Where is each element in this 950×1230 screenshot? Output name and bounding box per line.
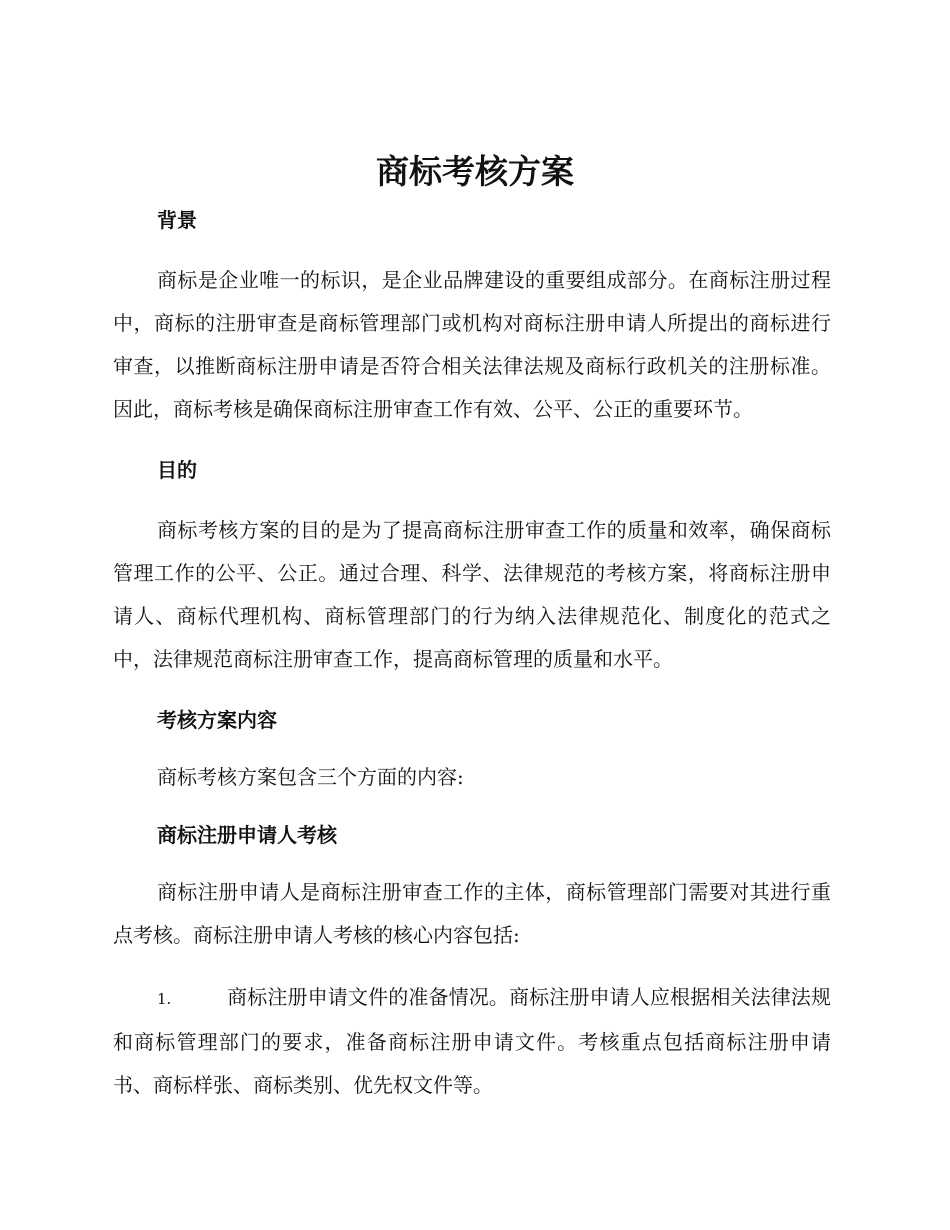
- section-paragraph-purpose: 商标考核方案的目的是为了提高商标注册审查工作的质量和效率，确保商标管理工作的公平、公正。通过合理、科学、法律规范的考核方案，将商标注册申请人、商标代理机构、商标管理部门的行为纳入法律规范化、制度化的范式之中，法律规范商标注册审查工作，提高商标管理的质量和水平。: [113, 518, 831, 671]
- list-item-text: 商标注册申请文件的准备情况。商标注册申请人应根据相关法律法规和商标管理部门的要求，准备商标注册申请文件。考核重点包括商标注册申请书、商标样张、商标类别、优先权文件等。: [113, 985, 831, 1097]
- section-heading-purpose: 目的: [157, 458, 197, 482]
- section-heading-applicant: 商标注册申请人考核: [157, 823, 337, 847]
- section-heading-content: 考核方案内容: [157, 708, 277, 732]
- section-heading-background: 背景: [157, 208, 197, 232]
- list-item-number: 1.: [157, 990, 172, 1008]
- section-paragraph-background: 商标是企业唯一的标识，是企业品牌建设的重要组成部分。在商标注册过程中，商标的注册审查是商标管理部门或机构对商标注册申请人所提出的商标进行审查，以推断商标注册申请是否符合相关法律法规及商标行政机关的注册标准。因此，商标考核是确保商标注册审查工作有效、公平、公正的重要环节。: [113, 268, 831, 421]
- document-body: [113, 200, 831, 1107]
- list-item: [113, 976, 831, 1107]
- document-title: 商标考核方案: [376, 152, 574, 191]
- section-paragraph-content: 商标考核方案包含三个方面的内容:: [157, 765, 464, 789]
- section-paragraph-applicant: 商标注册申请人是商标注册审查工作的主体，商标管理部门需要对其进行重点考核。商标注册申请人考核的核心内容包括:: [113, 880, 831, 947]
